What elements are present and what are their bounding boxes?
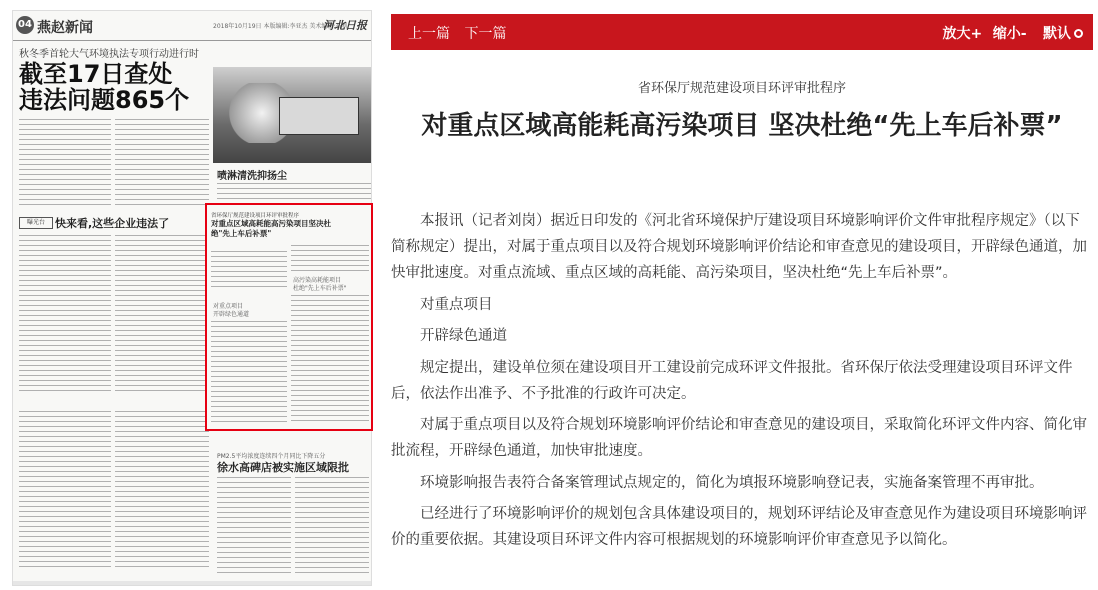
highlight-subhead: 开辟绿色通道 xyxy=(213,311,250,318)
text-column xyxy=(217,477,291,577)
zoom-out-button[interactable]: 缩小- xyxy=(992,26,1027,42)
text-column xyxy=(291,295,369,425)
second-headline[interactable]: 快来看,这些企业违法了 xyxy=(55,217,170,230)
page-footer-bar xyxy=(13,581,372,586)
section-name: 燕赵新闻 xyxy=(37,20,93,36)
text-column xyxy=(115,235,209,395)
newspaper-page-thumbnail[interactable] xyxy=(0,0,375,590)
lead-headline-line: 违法问题865个 xyxy=(19,86,190,114)
text-column xyxy=(115,411,209,571)
newspaper-logo: 河北日报 xyxy=(323,19,367,32)
photo-caption: 喷淋清洗抑扬尘 xyxy=(217,171,287,182)
lead-headline[interactable] xyxy=(19,61,189,113)
highlight-kicker: 省环保厅规范建设项目环评审批程序 xyxy=(211,213,300,219)
zoom-reset-label: 默认 xyxy=(1043,26,1071,42)
article-title: 对重点区域高能耗高污染项目 坚决杜绝“先上车后补票” xyxy=(421,111,1063,141)
article-paragraph: 规定提出，建设单位须在建设项目开工建设前完成环评文件报批。省环保厅依法受理建设项目环评文件后，依法作出准予、不予批准的行政许可决定。 xyxy=(391,359,1073,402)
article-subheading: 开辟绿色通道 xyxy=(420,328,507,344)
news-photo[interactable] xyxy=(213,67,371,163)
text-column xyxy=(211,321,287,425)
reader-toolbar xyxy=(391,14,1093,50)
reset-circle-icon xyxy=(1074,29,1083,38)
next-article-link[interactable]: 下一篇 xyxy=(464,26,507,42)
prev-article-link[interactable]: 上一篇 xyxy=(408,26,450,42)
lead-headline-line: 截至17日查处 xyxy=(19,60,173,88)
article-paragraph: 本报讯（记者刘岗）据近日印发的《河北省环境保护厅建设项目环境影响评价文件审批程序规定》（以下简称规定）提出，对属于重点项目以及符合规划环境影响评价结论和审查意见的建设项目，开辟绿色通道，加快审批速度。对重点流域、重点区域的高耗能、高污染项目，坚决杜绝“先上车后补票”。 xyxy=(391,213,1087,281)
text-column xyxy=(295,477,369,577)
highlight-subhead: 高污染高耗能项目 xyxy=(293,277,342,284)
article-paragraph: 环境影响报告表符合备案管理试点规定的，简化为填报环境影响登记表，实施备案管理不再审批。 xyxy=(420,474,1044,491)
zoom-controls xyxy=(937,23,1083,43)
text-column xyxy=(19,235,111,395)
text-column xyxy=(211,251,287,291)
article-subtitle: 省环保厅规范建设项目环评审批程序 xyxy=(637,81,846,96)
truck-shape xyxy=(279,97,359,135)
current-article-highlight[interactable] xyxy=(205,203,373,431)
article-paragraph: 对属于重点项目以及符合规划环境影响评价结论和审查意见的建设项目，采取简化环评文件内容、简化审批流程，开辟绿色通道，加快审批速度。 xyxy=(391,417,1087,459)
text-column xyxy=(115,119,209,209)
zoom-in-button[interactable]: 放大+ xyxy=(942,26,983,42)
article-body xyxy=(391,208,1093,559)
zoom-reset-button[interactable] xyxy=(1037,26,1083,42)
article-subheading: 对重点项目 xyxy=(420,296,493,313)
exposure-tag: 曝光台 xyxy=(19,217,53,229)
page-masthead xyxy=(13,11,372,41)
article-paragraph: 已经进行了环境影响评价的规划包含具体建设项目的，规划环评结论及审查意见作为建设项目环境影响评价的重要依据。其建设项目环评文件内容可根据规划的环境影响评价审查意见予以简化。 xyxy=(391,506,1087,548)
text-column xyxy=(291,245,369,271)
highlight-title: 对重点区域高耗能高污染项目坚决杜绝"先上车后补票" xyxy=(211,219,331,238)
third-headline[interactable]: 徐水高碑店被实施区域限批 xyxy=(217,461,349,474)
highlight-subhead: 杜绝"先上车后补票" xyxy=(293,285,347,292)
third-kicker: PM2.5平均浓度连续四个月同比下降五分 xyxy=(217,453,326,460)
highlight-subhead: 对重点项目 xyxy=(213,303,244,310)
lead-kicker: 秋冬季首轮大气环境执法专项行动进行时 xyxy=(19,49,199,60)
page-number: 04 xyxy=(16,16,34,34)
date-line: 2018年10月19日 本版编辑:李亚杰 美术编辑:石利 xyxy=(213,23,348,30)
article-nav xyxy=(408,23,516,43)
text-column xyxy=(19,119,111,209)
text-column xyxy=(19,411,111,571)
